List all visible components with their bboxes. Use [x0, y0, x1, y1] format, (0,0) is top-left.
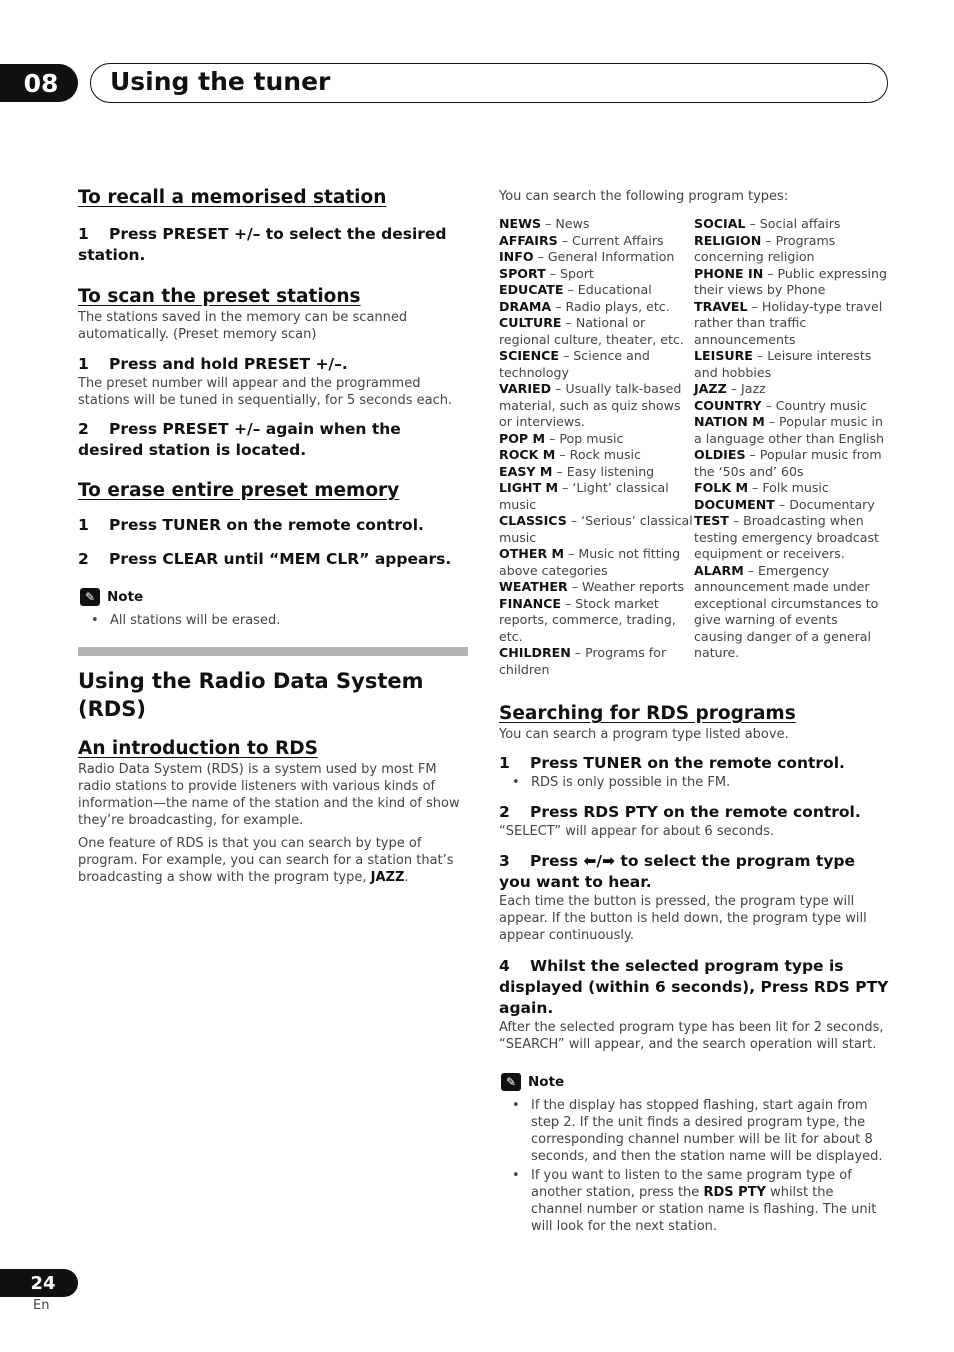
program-type-item: NATION M – Popular music in a language other than English — [694, 414, 885, 446]
search-step-4-body: After the selected program type has been lit for 2 seconds, “SEARCH” will appear, and the search operation will start. — [499, 1020, 884, 1052]
search-heading: Searching for RDS programs — [499, 703, 796, 724]
program-type-item: FOLK M – Folk music — [694, 480, 829, 495]
program-type-item: CLASSICS – ‘Serious’ classical music — [499, 513, 693, 545]
program-type-item: DOCUMENT – Documentary — [694, 496, 875, 512]
left-note-heading: ✎ Note — [78, 588, 468, 606]
program-type-item: ALARM – Emergency announcement made under exceptional circumstances to give warning of events causing danger of a general nature. — [694, 562, 879, 660]
chapter-number-badge: 08 — [0, 64, 78, 102]
program-type-item: AFFAIRS – Current Affairs — [499, 232, 664, 248]
rds-section-heading: Using the Radio Data System (RDS) — [78, 669, 424, 721]
right-note-heading: ✎ Note — [499, 1073, 889, 1091]
program-type-item: SOCIAL – Social affairs — [694, 216, 841, 231]
program-type-item: FINANCE – Stock market reports, commerce, trading, etc. — [499, 595, 676, 644]
program-type-item: OLDIES – Popular music from the ‘50s and’ 60s — [694, 447, 882, 479]
program-type-item: EASY M – Easy listening — [499, 463, 655, 479]
program-type-item: TEST – Broadcasting when testing emergency broadcast equipment or receivers. — [694, 513, 879, 561]
search-intro: You can search a program type listed above. — [499, 727, 789, 742]
program-type-item: LEISURE – Leisure interests and hobbies — [694, 348, 872, 380]
program-type-item: NEWS – News — [499, 216, 590, 231]
program-type-item: SPORT – Sport — [499, 265, 594, 281]
erase-step-2: 2 Press CLEAR until “MEM CLR” appears. — [78, 550, 452, 568]
program-type-item: JAZZ – Jazz — [694, 381, 766, 396]
left-note-bullet-1: • All stations will be erased. — [78, 612, 468, 629]
program-type-item: SCIENCE – Science and technology — [499, 348, 650, 380]
note-pencil-icon: ✎ — [501, 1073, 521, 1091]
program-type-item: ROCK M – Rock music — [499, 447, 641, 462]
search-step-3: 3 Press ⬅/➡ to select the program type you want to hear. — [499, 852, 856, 891]
program-types-intro: You can search the following program types: — [499, 189, 789, 204]
recall-step-1: 1 Press PRESET +/– to select the desired station. — [78, 225, 447, 264]
search-step-2-body: “SELECT” will appear for about 6 seconds. — [499, 824, 775, 839]
recall-heading: To recall a memorised station — [78, 187, 387, 208]
search-step-2: 2 Press RDS PTY on the remote control. — [499, 803, 861, 821]
program-types-column-2 — [694, 216, 889, 678]
program-type-item: VARIED – Usually talk-based material, such as quiz shows or interviews. — [499, 381, 682, 429]
scan-step-1: 1 Press and hold PRESET +/–. — [78, 355, 348, 373]
rds-intro-para-2: One feature of RDS is that you can search by type of program. For example, you can search for a station that’s broadcasting a show with the program type, JAZZ. — [78, 836, 454, 885]
search-step-4: 4 Whilst the selected program type is displayed (within 6 seconds), Press RDS PTY again. — [499, 957, 889, 1017]
language-label: En — [33, 1298, 50, 1313]
note-pencil-icon: ✎ — [80, 588, 100, 606]
program-type-item: DRAMA – Radio plays, etc. — [499, 298, 670, 314]
right-column — [499, 188, 889, 1235]
rds-intro-para-1: Radio Data System (RDS) is a system used by most FM radio stations to provide listeners with various kinds of information—the name of the station and the kind of show they’re broadcasting, for example. — [78, 762, 460, 828]
erase-step-1: 1 Press TUNER on the remote control. — [78, 516, 424, 534]
page-number-badge: 24 — [0, 1269, 78, 1297]
program-type-item: LIGHT M – ‘Light’ classical music — [499, 480, 669, 512]
program-type-item: WEATHER – Weather reports — [499, 579, 685, 594]
program-type-item: COUNTRY – Country music — [694, 397, 868, 413]
program-type-item: INFO – General Information — [499, 249, 675, 264]
program-types-list — [499, 216, 889, 678]
scan-step-1-body: The preset number will appear and the programmed stations will be tuned in sequentially, for 5 seconds each. — [78, 376, 453, 408]
scan-heading: To scan the preset stations — [78, 286, 361, 307]
program-types-column-1 — [499, 216, 694, 678]
rds-intro-heading: An introduction to RDS — [78, 738, 318, 759]
search-step-1: 1 Press TUNER on the remote control. — [499, 754, 845, 772]
program-type-item: CHILDREN – Programs for children — [499, 645, 667, 677]
program-type-item: PHONE IN – Public expressing their views by Phone — [694, 265, 888, 297]
program-type-item: RELIGION – Programs concerning religion — [694, 232, 836, 264]
right-note-bullet-1: • If the display has stopped flashing, start again from step 2. If the unit finds a desired program type, the corresponding channel number will be lit for about 8 seconds, and then the station name will be displayed. — [499, 1097, 889, 1165]
left-column — [78, 186, 468, 886]
program-type-item: OTHER M – Music not fitting above categories — [499, 546, 681, 578]
program-type-item: CULTURE – National or regional culture, theater, etc. — [499, 315, 684, 347]
chapter-title: Using the tuner — [110, 67, 331, 96]
program-type-item: TRAVEL – Holiday-type travel rather than traffic announcements — [694, 298, 883, 347]
program-type-item: POP M – Pop music — [499, 430, 624, 446]
search-step-1-bullet: • RDS is only possible in the FM. — [499, 774, 889, 791]
scan-step-2: 2 Press PRESET +/– again when the desired station is located. — [78, 420, 401, 459]
left-right-arrow-icon: ⬅/➡ — [583, 852, 616, 870]
program-type-item: EDUCATE – Educational — [499, 282, 652, 297]
section-divider-bar — [78, 647, 468, 656]
scan-intro: The stations saved in the memory can be scanned automatically. (Preset memory scan) — [78, 310, 408, 342]
erase-heading: To erase entire preset memory — [78, 480, 400, 501]
search-step-3-body: Each time the button is pressed, the program type will appear. If the button is held down, the program type will appear continuously. — [499, 894, 867, 943]
right-note-bullet-2: • If you want to listen to the same program type of another station, press the RDS PTY whilst the channel number or station name is flashing. The unit will look for the next station. — [499, 1167, 889, 1235]
